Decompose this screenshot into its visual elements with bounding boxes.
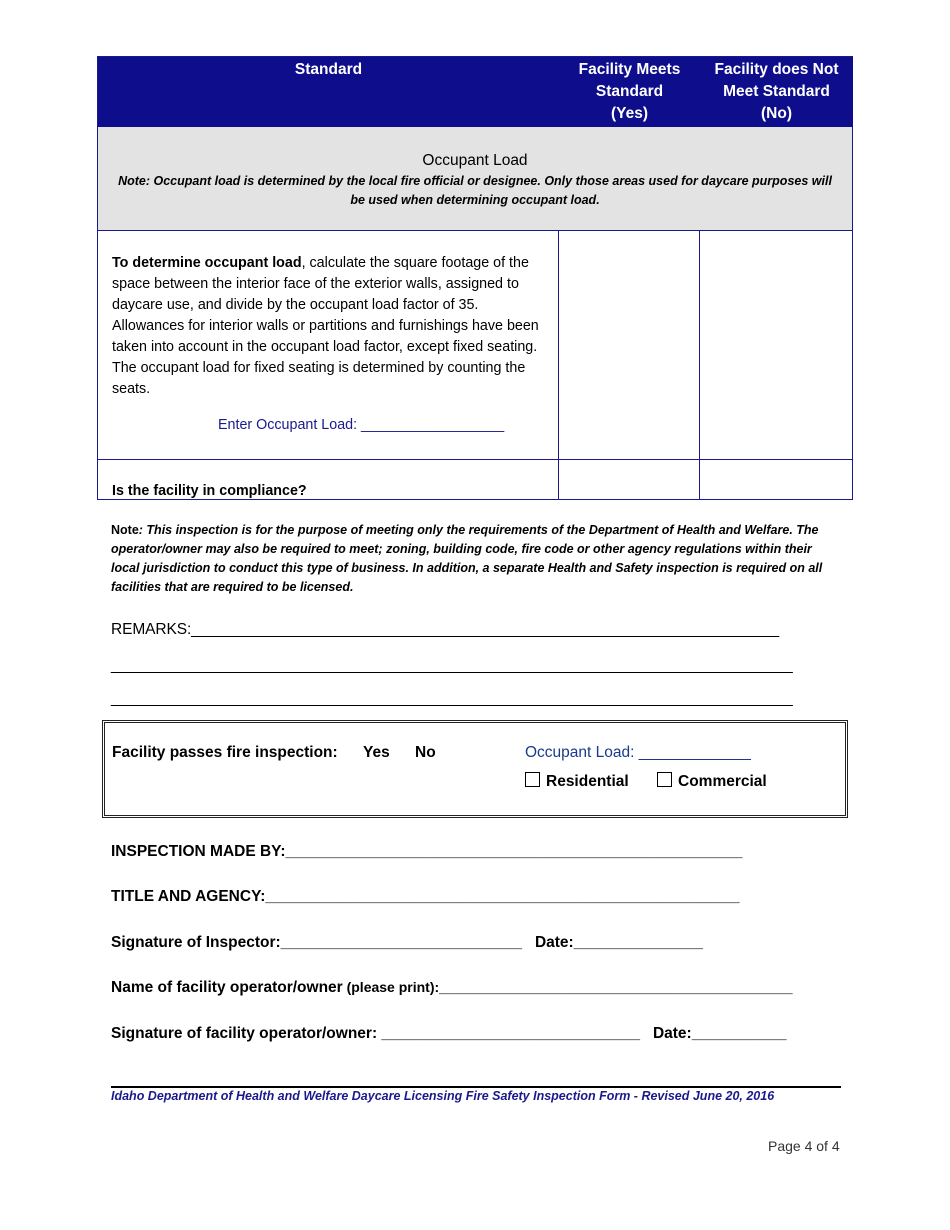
header-not-meet-line2: Meet Standard [723, 83, 830, 100]
standards-table [97, 56, 853, 500]
remarks-line-3[interactable]: ________________________________________________________________________________ [111, 690, 793, 707]
commercial-label: Commercial [678, 773, 767, 790]
inspector-signature-field[interactable]: Signature of Inspector:____________________________ Date:_______________ [111, 934, 704, 951]
header-meets-line3: (Yes) [610, 105, 649, 122]
footer-text: Idaho Department of Health and Welfare Daycare Licensing Fire Safety Inspection Form - Revised June 20, 2016 [111, 1089, 775, 1103]
header-standard-label: Standard [294, 61, 363, 78]
header-meets-line2: Standard [595, 83, 664, 100]
operator-name-line: _________________________________________ [439, 979, 793, 996]
footer-divider [111, 1086, 841, 1088]
passes-label: Facility passes fire inspection: [112, 744, 338, 761]
residential-checkbox[interactable] [525, 772, 629, 791]
header-meets-standard [559, 57, 700, 127]
enter-occupant-load-field[interactable]: Enter Occupant Load: __________________ [218, 417, 505, 433]
section-occupant-load [98, 127, 852, 231]
page-number: Page 4 of 4 [768, 1138, 840, 1154]
instructions-body: , calculate the square footage of the space between the interior face of the exterior walls, assigned to daycare use, and divide by the occupant load factor of 35. Allowances for interior walls or partitions and furnishings have been taken into account in the occupant load factor, except fixed seating. The occupant load for fixed seating is determined by counting the seats. [112, 255, 539, 397]
residential-label: Residential [546, 773, 629, 790]
compliance-question: Is the facility in compliance? [112, 483, 307, 499]
header-meets-line1: Facility Meets [578, 61, 681, 78]
header-not-meet-standard [700, 57, 853, 127]
note-text: : This inspection is for the purpose of meeting only the requirements of the Department of Health and Welfare. The operator/owner may also be required to meet; zoning, building code, fire code or other agency regulations within their local jurisdiction to conduct this type of business. In addition, a separate Health and Safety inspection is required on all facilities that are required to be licensed. [111, 523, 823, 594]
no-option[interactable]: No [415, 744, 436, 761]
header-not-meet-line3: (No) [761, 105, 792, 122]
operator-name-hint: (please print): [342, 979, 440, 995]
yes-cell-row1[interactable] [559, 231, 699, 459]
section-note: Note: Occupant load is determined by the local fire official or designee. Only those areas used for daycare purposes will be used when determining occupant load. [118, 174, 832, 207]
commercial-checkbox[interactable] [657, 772, 767, 791]
remarks-line-2[interactable]: ________________________________________________________________________________ [111, 657, 793, 674]
section-title: Occupant Load [422, 152, 528, 169]
note-label: Note [111, 523, 139, 537]
operator-signature-field[interactable]: Signature of facility operator/owner: ______________________________ Date:___________ [111, 1025, 787, 1042]
title-agency-field[interactable]: TITLE AND AGENCY:_______________________________________________________ [111, 888, 740, 905]
header-standard [98, 57, 559, 127]
inspection-made-by-field[interactable]: INSPECTION MADE BY:_____________________________________________________ [111, 843, 743, 860]
inspection-result-box [102, 720, 848, 818]
checkbox-icon [525, 772, 540, 787]
occupant-load-instructions [112, 253, 552, 400]
inspection-note [111, 521, 831, 597]
operator-name-field[interactable] [111, 979, 793, 997]
header-not-meet-line1: Facility does Not [714, 61, 839, 78]
yes-option[interactable]: Yes [363, 744, 390, 761]
yes-cell-row2[interactable] [559, 459, 699, 499]
occupant-load-field[interactable]: Occupant Load: _____________ [525, 744, 751, 761]
remarks-line-1[interactable]: REMARKS:_____________________________________________________________________ [111, 621, 780, 638]
operator-name-label: Name of facility operator/owner [111, 979, 343, 996]
checkbox-icon [657, 772, 672, 787]
no-cell-row2[interactable] [700, 459, 852, 499]
no-cell-row1[interactable] [700, 231, 852, 459]
instructions-lead: To determine occupant load [112, 255, 302, 271]
